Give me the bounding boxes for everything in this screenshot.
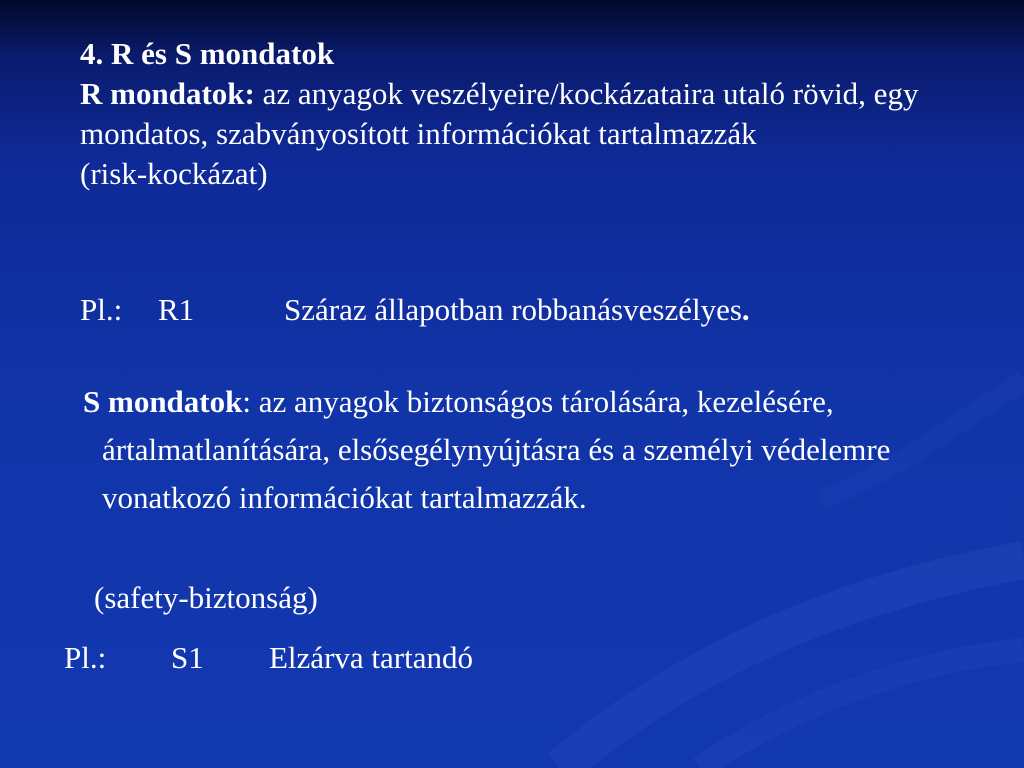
s-text: : az anyagok biztonságos tárolására, kezelésére, ártalmatlanítására, elsősegélynyújtásra és a személyi védelemre vonatkozó információkat tartalmazzák. bbox=[102, 384, 891, 515]
s-definition bbox=[80, 378, 940, 522]
r-gloss: (risk-kockázat) bbox=[80, 156, 268, 191]
s-example-text: Elzárva tartandó bbox=[269, 640, 473, 675]
r-example-phrase: Száraz állapotban robbanásveszélyes bbox=[284, 292, 742, 327]
s-gloss: (safety-biztonság) bbox=[94, 580, 318, 615]
s-label: S mondatok bbox=[83, 384, 243, 419]
title-block bbox=[80, 34, 980, 194]
r-example bbox=[80, 290, 750, 330]
slide-title: 4. R és S mondatok bbox=[80, 36, 335, 71]
r-example-period: . bbox=[741, 292, 750, 327]
r-example-text bbox=[284, 290, 750, 330]
r-label: R mondatok: bbox=[80, 76, 255, 111]
r-example-prefix: Pl.: bbox=[80, 292, 123, 327]
s-example-prefix: Pl.: bbox=[64, 640, 107, 675]
r-text: az anyagok veszélyeire/kockázataira utaló rövid, egy mondatos, szabványosított információkat tartalmazzák bbox=[80, 76, 919, 151]
r-definition bbox=[80, 74, 980, 154]
s-example-code: S1 bbox=[171, 640, 204, 675]
s-example bbox=[64, 638, 473, 678]
r-example-code: R1 bbox=[158, 292, 195, 327]
